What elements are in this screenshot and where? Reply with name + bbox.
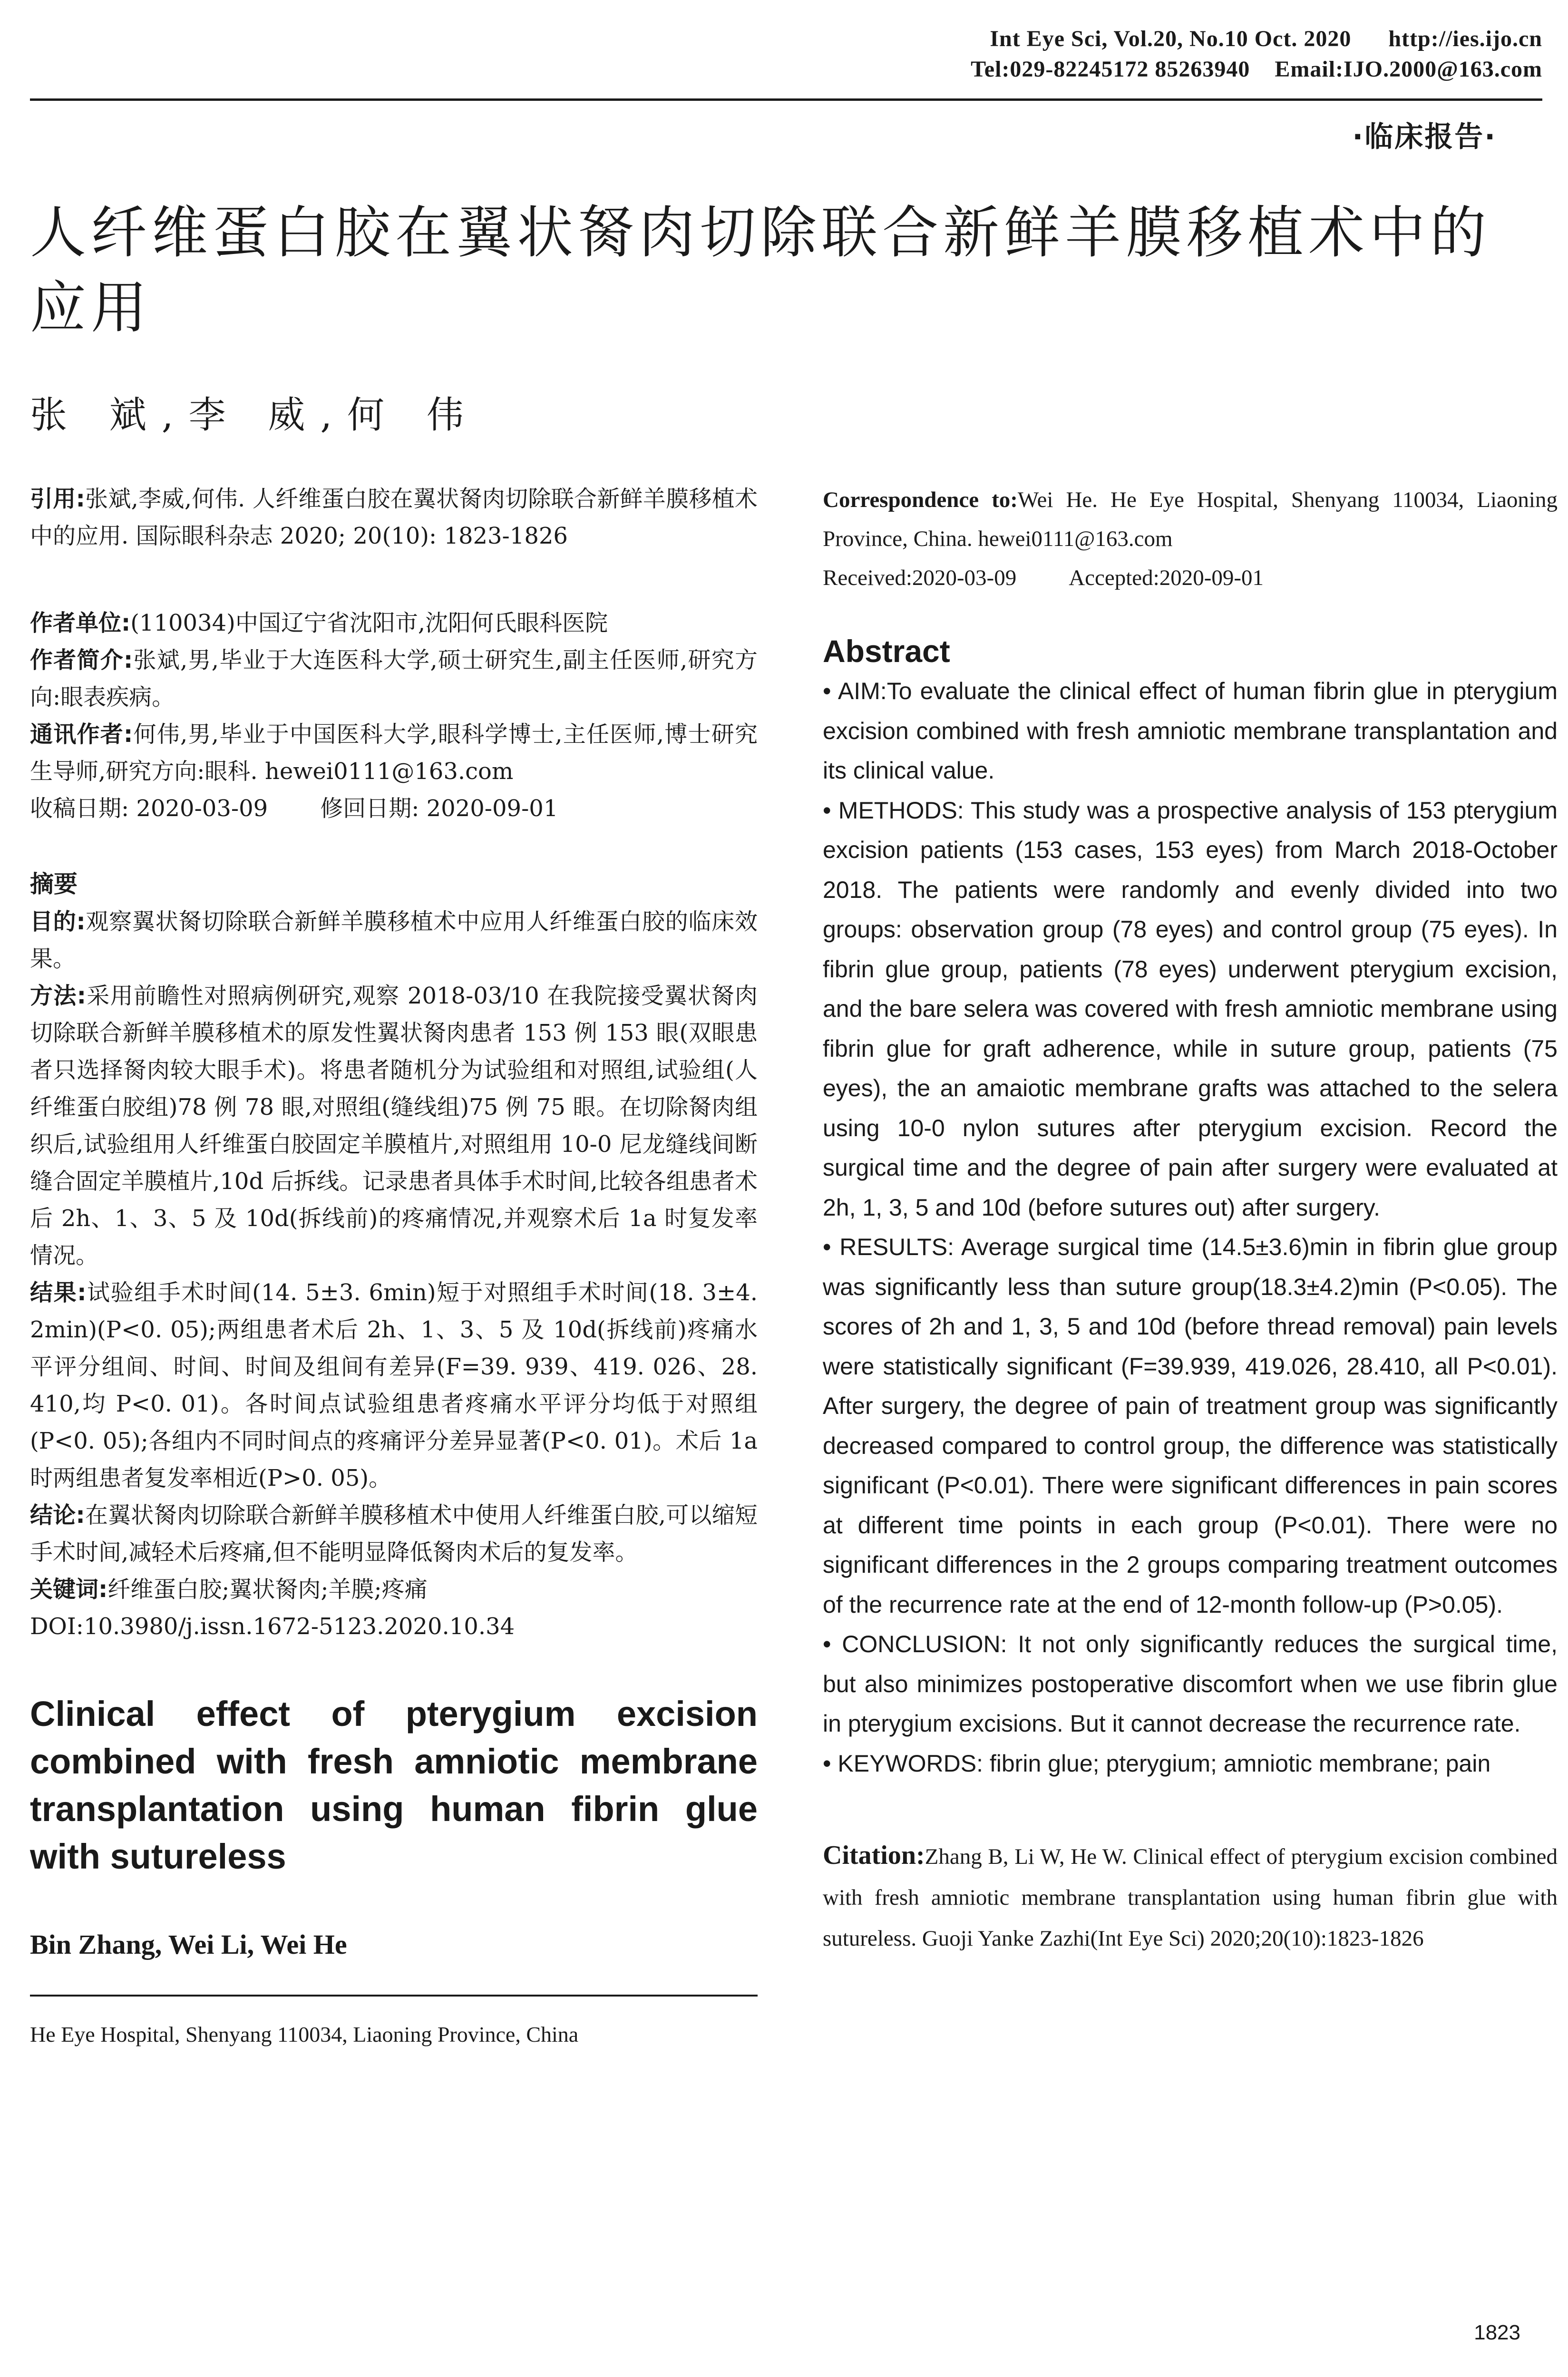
abstract-cn-aim xyxy=(30,903,758,977)
author-bio-text: 张斌,男,毕业于大连医科大学,硕士研究生,副主任医师,研究方向:眼表疾病。 xyxy=(30,647,758,711)
received-date-en: Received:2020-03-09 xyxy=(823,565,1017,590)
citation-en-label: Citation: xyxy=(823,1841,925,1870)
header-line-contact xyxy=(30,54,1542,85)
affiliation-english: He Eye Hospital, Shenyang 110034, Liaoning Province, China xyxy=(30,2022,579,2046)
author-unit xyxy=(30,604,758,642)
abstract-cn-results xyxy=(30,1274,758,1497)
page-number: 1823 xyxy=(1474,2321,1520,2344)
abstract-english xyxy=(823,672,1558,1783)
keywords-text: 纤维蛋白胶;翼状胬肉;羊膜;疼痛 xyxy=(107,1576,428,1603)
journal-email[interactable]: Email:IJO.2000@163.com xyxy=(1275,57,1542,82)
received-date-cn: 收稿日期: 2020-03-09 xyxy=(30,795,268,822)
abstract-en-heading: Abstract xyxy=(823,633,950,669)
corresponding-author xyxy=(30,716,758,790)
methods-text: 采用前瞻性对照病例研究,观察 2018-03/10 在我院接受翼状胬肉切除联合新鲜羊膜移植术的原发性翼状胬肉患者 153 例 153 眼(双眼患者只选择胬肉较大眼手术)。将患者随机分为试验组和对照组,试验组(人纤维蛋白胶组)78 例 78 眼,对照组(缝线组)75 例 75 眼。在切除胬肉组织后,试验组用人纤维蛋白胶固定羊膜植片,对照组用 10-0 尼龙缝线间断缝合固定羊膜植片,10d 后拆线。记录患者具体手术时间,比较各组患者术后 2h、1、3、5 及 10d(拆线前)的疼痛情况,并观察术后 1a 时复发率情况。 xyxy=(30,983,758,1269)
right-column xyxy=(823,480,1558,1959)
title-chinese: 人纤维蛋白胶在翼状胬肉切除联合新鲜羊膜移植术中的应用 xyxy=(30,200,1491,341)
abstract-cn-conclusion xyxy=(30,1497,758,1571)
abstract-chinese xyxy=(30,865,758,1645)
dates-english xyxy=(823,558,1558,597)
correspondence-label: Correspondence to: xyxy=(823,487,1018,512)
conclusion-label: 结论: xyxy=(30,1502,85,1529)
authors-english: Bin Zhang, Wei Li, Wei He xyxy=(30,1929,347,1960)
citation-chinese xyxy=(30,480,758,555)
author-info xyxy=(30,604,758,827)
results-label: 结果: xyxy=(30,1279,87,1306)
aim-label: 目的: xyxy=(30,908,86,935)
keywords-label: 关键词: xyxy=(30,1576,108,1603)
header-line-journal xyxy=(30,24,1542,54)
author-unit-text: (110034)中国辽宁省沈阳市,沈阳何氏眼科医院 xyxy=(130,610,608,636)
methods-label: 方法: xyxy=(30,983,86,1009)
author-unit-label: 作者单位: xyxy=(30,610,131,636)
journal-url[interactable]: http://ies.ijo.cn xyxy=(1388,26,1542,51)
journal-info: Int Eye Sci, Vol.20, No.10 Oct. 2020 xyxy=(990,26,1352,51)
abstract-cn-methods xyxy=(30,977,758,1274)
running-header xyxy=(30,24,1542,85)
accepted-date-en: Accepted:2020-09-01 xyxy=(1069,565,1264,590)
authors-divider xyxy=(30,1995,758,1997)
results-text: 试验组手术时间(14. 5±3. 6min)短于对照组手术时间(18. 3±4. 2min)(P<0. 05);两组患者术后 2h、1、3、5 及 10d(拆线前)疼痛水平评分组间、时间、时间及组间有差异(F=39. 939、419. 026、28. 410,均 P<0. 01)。各时间点试验组患者疼痛水平评分均低于对照组(P<0. 05);各组内不同时间点的疼痛评分差异显著(P<0. 01)。术后 1a 时两组患者复发率相近(P>0. 05)。 xyxy=(30,1279,758,1491)
revised-date-cn: 修回日期: 2020-09-01 xyxy=(320,795,558,822)
column-label: ·临床报告· xyxy=(1352,120,1497,154)
abstract-en-aim: • AIM:To evaluate the clinical effect of human fibrin glue in pterygium excision combined with fresh amniotic membrane transplantation and its clinical value. xyxy=(823,678,1558,784)
author-bio xyxy=(30,642,758,716)
citation-english xyxy=(823,1835,1558,1959)
abstract-cn-heading: 摘要 xyxy=(30,870,78,898)
corresponding-author-text: 何伟,男,毕业于中国医科大学,眼科学博士,主任医师,博士研究生导师,研究方向:眼科. hewei0111@163.com xyxy=(30,721,758,785)
abstract-en-methods: • METHODS: This study was a prospective analysis of 153 pterygium excision patients (153 cases, 153 eyes) from March 2018-October 2018. The patients were randomly and evenly divided into two groups: observation group (78 eyes) and control group (75 eyes). In fibrin glue group, patients (78 eyes) underwent pterygium excision, and the bare selera was covered with fresh amniotic membrane using fibrin glue for graft adherence, while in suture group, patients (75 eyes), the an amaiotic membrane grafts was attached to the selera using 10-0 nylon sutures after pterygium excision. Record the surgical time and the degree of pain after surgery were evaluated at 2h, 1, 3, 5 and 10d (before sutures out) after surgery. xyxy=(823,797,1558,1221)
title-english: Clinical effect of pterygium excision combined with fresh amniotic membrane transplantation using human fibrin glue with sutureless xyxy=(30,1694,758,1876)
conclusion-text: 在翼状胬肉切除联合新鲜羊膜移植术中使用人纤维蛋白胶,可以缩短手术时间,减轻术后疼痛,但不能明显降低胬肉术后的复发率。 xyxy=(30,1502,758,1566)
correspondence xyxy=(823,480,1558,597)
author-bio-label: 作者简介: xyxy=(30,647,133,673)
correspondence-text: Wei He. He Eye Hospital, Shenyang 110034, Liaoning Province, China. hewei0111@163.com xyxy=(823,487,1558,551)
dates-chinese xyxy=(30,790,758,827)
aim-text: 观察翼状胬切除联合新鲜羊膜移植术中应用人纤维蛋白胶的临床效果。 xyxy=(30,908,758,972)
abstract-cn-keywords xyxy=(30,1571,758,1608)
header-divider xyxy=(30,98,1542,101)
abstract-en-conclusion: • CONCLUSION: It not only significantly reduces the surgical time, but also minimizes postoperative discomfort when we use fibrin glue in pterygium excisions. But it cannot decrease the recurrence rate. xyxy=(823,1631,1558,1737)
corresponding-author-label: 通讯作者: xyxy=(30,721,133,748)
journal-tel: Tel:029-82245172 85263940 xyxy=(971,57,1250,82)
authors-chinese: 张 斌,李 威,何 伟 xyxy=(30,394,479,437)
citation-cn-label: 引用: xyxy=(30,486,85,512)
citation-en-text: Zhang B, Li W, He W. Clinical effect of pterygium excision combined with fresh amniotic membrane transplantation using human fibrin glue with sutureless. Guoji Yanke Zazhi(Int Eye Sci) 2020;20(10):1823-1826 xyxy=(823,1844,1558,1951)
doi[interactable]: DOI:10.3980/j.issn.1672-5123.2020.10.34 xyxy=(30,1613,515,1640)
citation-cn-text: 张斌,李威,何伟. 人纤维蛋白胶在翼状胬肉切除联合新鲜羊膜移植术中的应用. 国际眼科杂志 2020; 20(10): 1823-1826 xyxy=(30,486,758,549)
left-column xyxy=(30,480,758,2049)
abstract-en-keywords: • KEYWORDS: fibrin glue; pterygium; amniotic membrane; pain xyxy=(823,1750,1491,1777)
abstract-en-results: • RESULTS: Average surgical time (14.5±3.6)min in fibrin glue group was significantly less than suture group(18.3±4.2)min (P<0.05). The scores of 2h and 1, 3, 5 and 10d (before thread removal) pain levels were statistically significant (F=39.939, 419.026, 28.410, all P<0.01). After surgery, the degree of pain of treatment group was significantly decreased compared to control group, the difference was statistically significant (P<0.01). There were significant differences in pain scores at different time points in each group (P<0.01). There were no significant differences in the 2 groups comparing treatment outcomes of the recurrence rate at the end of 12-month follow-up (P>0.05). xyxy=(823,1234,1558,1618)
